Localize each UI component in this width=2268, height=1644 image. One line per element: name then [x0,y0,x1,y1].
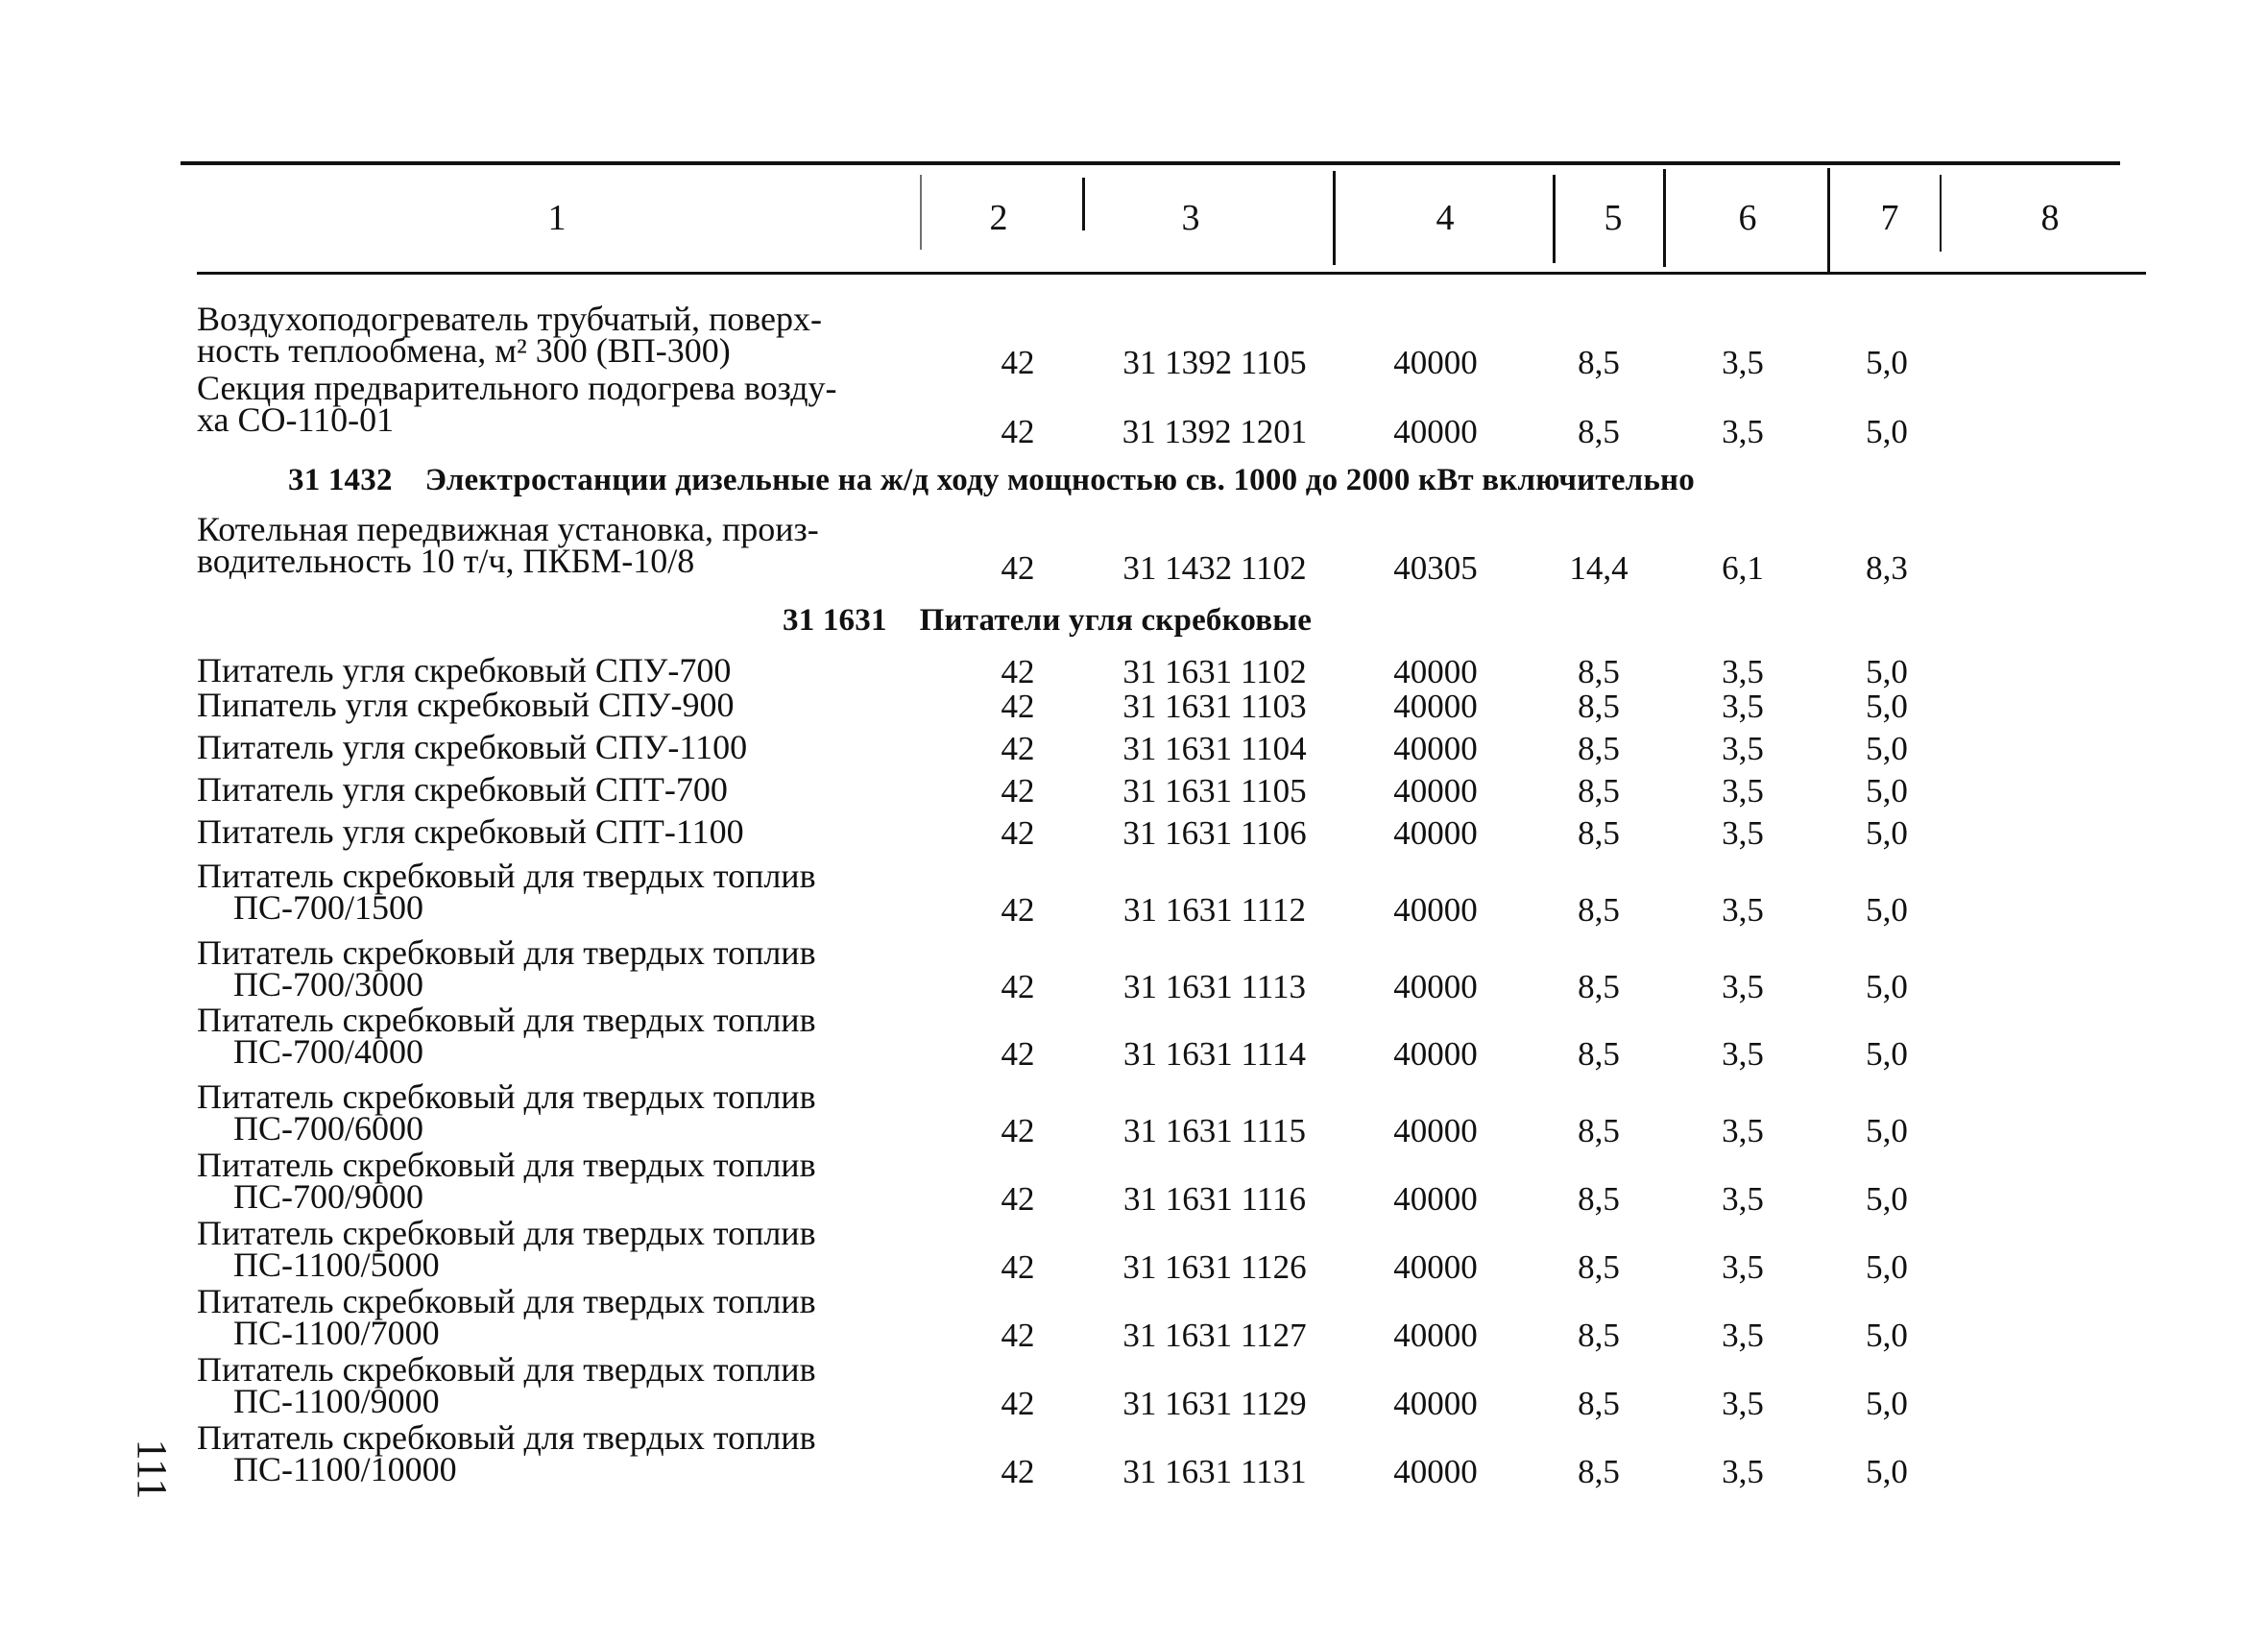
row-product-code: 31 1392 1105 [1122,344,1307,381]
row-value-6: 3,5 [1722,688,1764,725]
table-header-rule [197,272,2146,275]
row-product-code: 31 1631 1116 [1123,1180,1306,1218]
row-value-6: 3,5 [1722,1385,1764,1422]
header-col-3: 3 [1181,198,1200,238]
row-value-6: 3,5 [1722,814,1764,852]
row-unit-code: 42 [1001,814,1035,852]
row-unit-code: 42 [1001,1112,1035,1149]
row-value-4: 40000 [1393,1453,1478,1490]
row-value-5: 8,5 [1578,344,1620,381]
row-value-4: 40000 [1393,1385,1478,1422]
row-value-5: 8,5 [1578,772,1620,810]
row-value-5: 8,5 [1578,1112,1620,1149]
header-divider [1940,175,1942,252]
item-description-line1: Воздухоподогреватель трубчатый, поверх- [197,300,823,338]
row-value-7: 5,0 [1866,891,1908,929]
header-divider [1553,175,1556,263]
row-value-7: 5,0 [1866,1180,1908,1218]
row-value-7: 5,0 [1866,1385,1908,1422]
row-unit-code: 42 [1001,772,1035,810]
row-unit-code: 42 [1001,344,1035,381]
row-value-7: 5,0 [1866,814,1908,852]
item-description [197,1350,919,1420]
item-description [197,1146,919,1216]
row-product-code: 31 1631 1103 [1122,688,1307,725]
item-description-line1: Котельная передвижная установка, произ- [197,510,819,548]
item-description [197,1001,919,1071]
item-description-line2: ПС-700/3000 [233,965,423,1003]
row-value-7: 5,0 [1866,344,1908,381]
row-value-5: 8,5 [1578,1385,1620,1422]
item-description [197,770,919,809]
row-value-5: 8,5 [1578,413,1620,450]
item-description-line2: ПС-700/9000 [233,1177,423,1216]
row-value-7: 5,0 [1866,730,1908,767]
row-unit-code: 42 [1001,1317,1035,1354]
item-description [197,1214,919,1284]
row-value-5: 14,4 [1569,549,1629,587]
row-unit-code: 42 [1001,1385,1035,1422]
item-description [197,1077,919,1148]
row-value-4: 40305 [1393,549,1478,587]
row-value-5: 8,5 [1578,1035,1620,1073]
table-top-rule [181,161,2120,165]
row-value-7: 5,0 [1866,968,1908,1005]
item-description-line2: ПС-700/1500 [233,888,423,927]
header-col-8: 8 [2040,198,2060,238]
row-value-7: 5,0 [1866,413,1908,450]
row-value-7: 5,0 [1866,1035,1908,1073]
header-divider [1333,171,1336,265]
row-unit-code: 42 [1001,549,1035,587]
row-product-code: 31 1631 1114 [1123,1035,1306,1073]
item-description-line2: ПС-700/6000 [233,1109,423,1148]
item-description [197,857,919,927]
row-product-code: 31 1631 1106 [1122,814,1307,852]
row-value-6: 3,5 [1722,1453,1764,1490]
row-value-5: 8,5 [1578,891,1620,929]
row-product-code: 31 1631 1112 [1123,891,1306,929]
item-description [197,369,919,439]
row-value-6: 3,5 [1722,1180,1764,1218]
row-value-4: 40000 [1393,1180,1478,1218]
item-description-line1: Питатель угля скребковый СПУ-700 [197,651,732,689]
row-value-6: 3,5 [1722,653,1764,690]
row-product-code: 31 1631 1113 [1123,968,1306,1005]
row-product-code: 31 1631 1104 [1122,730,1307,767]
item-description-line2: ПС-1100/7000 [233,1314,440,1352]
item-description [197,812,919,851]
item-description-line1: Питатель скребковый для твердых топлив [197,933,816,972]
row-value-7: 8,3 [1866,549,1908,587]
header-col-5: 5 [1604,198,1623,238]
item-description [197,728,919,766]
item-description-line2: ПС-1100/5000 [233,1245,440,1284]
row-unit-code: 42 [1001,968,1035,1005]
row-value-5: 8,5 [1578,1317,1620,1354]
row-product-code: 31 1631 1105 [1122,772,1307,810]
item-description-line1: Питатель скребковый для твердых топлив [197,1350,816,1389]
row-unit-code: 42 [1001,653,1035,690]
row-value-6: 3,5 [1722,413,1764,450]
row-unit-code: 42 [1001,1248,1035,1286]
item-description-line2: ха СО-110-01 [197,400,395,439]
item-description-line2: ПС-1100/10000 [233,1450,457,1488]
row-value-4: 40000 [1393,1112,1478,1149]
item-description-line1: Питатель скребковый для твердых топлив [197,1418,816,1457]
row-value-4: 40000 [1393,730,1478,767]
header-divider [1082,178,1085,230]
row-value-4: 40000 [1393,1317,1478,1354]
row-value-7: 5,0 [1866,1112,1908,1149]
item-description-line2: ность теплообмена, м² 300 (ВП-300) [197,331,731,370]
page-number: 111 [129,1438,176,1500]
row-value-5: 8,5 [1578,1248,1620,1286]
item-description-line1: Питатель скребковый для твердых топлив [197,1077,816,1116]
item-description-line2: ПС-1100/9000 [233,1382,440,1420]
item-description [197,1282,919,1352]
row-unit-code: 42 [1001,730,1035,767]
item-description-line1: Питатель скребковый для твердых топлив [197,1214,816,1252]
row-value-6: 3,5 [1722,1248,1764,1286]
header-col-4: 4 [1436,198,1455,238]
item-description [197,933,919,1003]
item-description-line1: Пипатель угля скребковый СПУ-900 [197,686,735,724]
item-description [197,686,919,724]
row-value-4: 40000 [1393,413,1478,450]
row-product-code: 31 1631 1127 [1122,1317,1307,1354]
item-description [197,300,919,370]
row-value-4: 40000 [1393,688,1478,725]
row-product-code: 31 1392 1201 [1122,413,1308,450]
item-description-line1: Питатель скребковый для твердых топлив [197,1146,816,1184]
row-product-code: 31 1631 1131 [1122,1453,1307,1490]
row-unit-code: 42 [1001,413,1035,450]
row-value-5: 8,5 [1578,688,1620,725]
row-value-4: 40000 [1393,891,1478,929]
item-description-line1: Питатель скребковый для твердых топлив [197,1282,816,1320]
row-value-7: 5,0 [1866,688,1908,725]
header-col-2: 2 [989,198,1008,238]
row-value-4: 40000 [1393,968,1478,1005]
row-value-7: 5,0 [1866,1453,1908,1490]
row-value-6: 3,5 [1722,1035,1764,1073]
header-divider [920,175,922,250]
row-value-4: 40000 [1393,1248,1478,1286]
header-col-1: 1 [547,198,567,238]
row-value-6: 3,5 [1722,891,1764,929]
row-value-5: 8,5 [1578,1453,1620,1490]
row-value-6: 3,5 [1722,772,1764,810]
row-value-7: 5,0 [1866,1248,1908,1286]
row-value-4: 40000 [1393,653,1478,690]
row-value-6: 6,1 [1722,549,1764,587]
item-description-line1: Секция предварительного подогрева возду- [197,369,837,407]
row-value-6: 3,5 [1722,968,1764,1005]
row-value-7: 5,0 [1866,772,1908,810]
row-value-6: 3,5 [1722,1317,1764,1354]
item-description-line2: водительность 10 т/ч, ПКБМ-10/8 [197,542,695,580]
row-value-6: 3,5 [1722,344,1764,381]
row-unit-code: 42 [1001,1035,1035,1073]
item-description-line1: Питатель угля скребковый СПУ-1100 [197,728,748,766]
row-unit-code: 42 [1001,1180,1035,1218]
item-description [197,510,919,580]
header-divider [1663,169,1666,267]
row-value-5: 8,5 [1578,730,1620,767]
row-product-code: 31 1631 1102 [1122,653,1307,690]
item-description-line1: Питатель скребковый для твердых топлив [197,1001,816,1039]
item-description-line1: Питатель угля скребковый СПТ-1100 [197,812,744,851]
row-value-5: 8,5 [1578,653,1620,690]
header-col-6: 6 [1738,198,1757,238]
row-value-7: 5,0 [1866,1317,1908,1354]
row-value-4: 40000 [1393,772,1478,810]
section-title: Электростанции дизельные на ж/д ходу мощностью св. 1000 до 2000 кВт включительно [424,463,1695,497]
row-product-code: 31 1432 1102 [1122,549,1307,587]
item-description [197,1418,919,1488]
row-value-7: 5,0 [1866,653,1908,690]
section-heading [288,463,1695,498]
row-product-code: 31 1631 1126 [1122,1248,1307,1286]
row-value-4: 40000 [1393,1035,1478,1073]
item-description-line1: Питатель скребковый для твердых топлив [197,857,816,895]
row-value-5: 8,5 [1578,968,1620,1005]
row-unit-code: 42 [1001,1453,1035,1490]
row-value-6: 3,5 [1722,1112,1764,1149]
row-product-code: 31 1631 1115 [1123,1112,1306,1149]
section-heading [783,603,1312,639]
row-value-5: 8,5 [1578,814,1620,852]
section-code: 31 1432 [288,463,393,497]
section-code: 31 1631 [783,603,887,638]
row-unit-code: 42 [1001,688,1035,725]
row-product-code: 31 1631 1129 [1122,1385,1307,1422]
row-value-4: 40000 [1393,344,1478,381]
item-description-line1: Питатель угля скребковый СПТ-700 [197,770,728,809]
row-unit-code: 42 [1001,891,1035,929]
row-value-4: 40000 [1393,814,1478,852]
item-description [197,651,919,689]
header-col-7: 7 [1880,198,1899,238]
row-value-6: 3,5 [1722,730,1764,767]
row-value-5: 8,5 [1578,1180,1620,1218]
item-description-line2: ПС-700/4000 [233,1032,423,1071]
section-title: Питатели угля скребковые [919,603,1313,638]
header-divider [1827,168,1830,272]
